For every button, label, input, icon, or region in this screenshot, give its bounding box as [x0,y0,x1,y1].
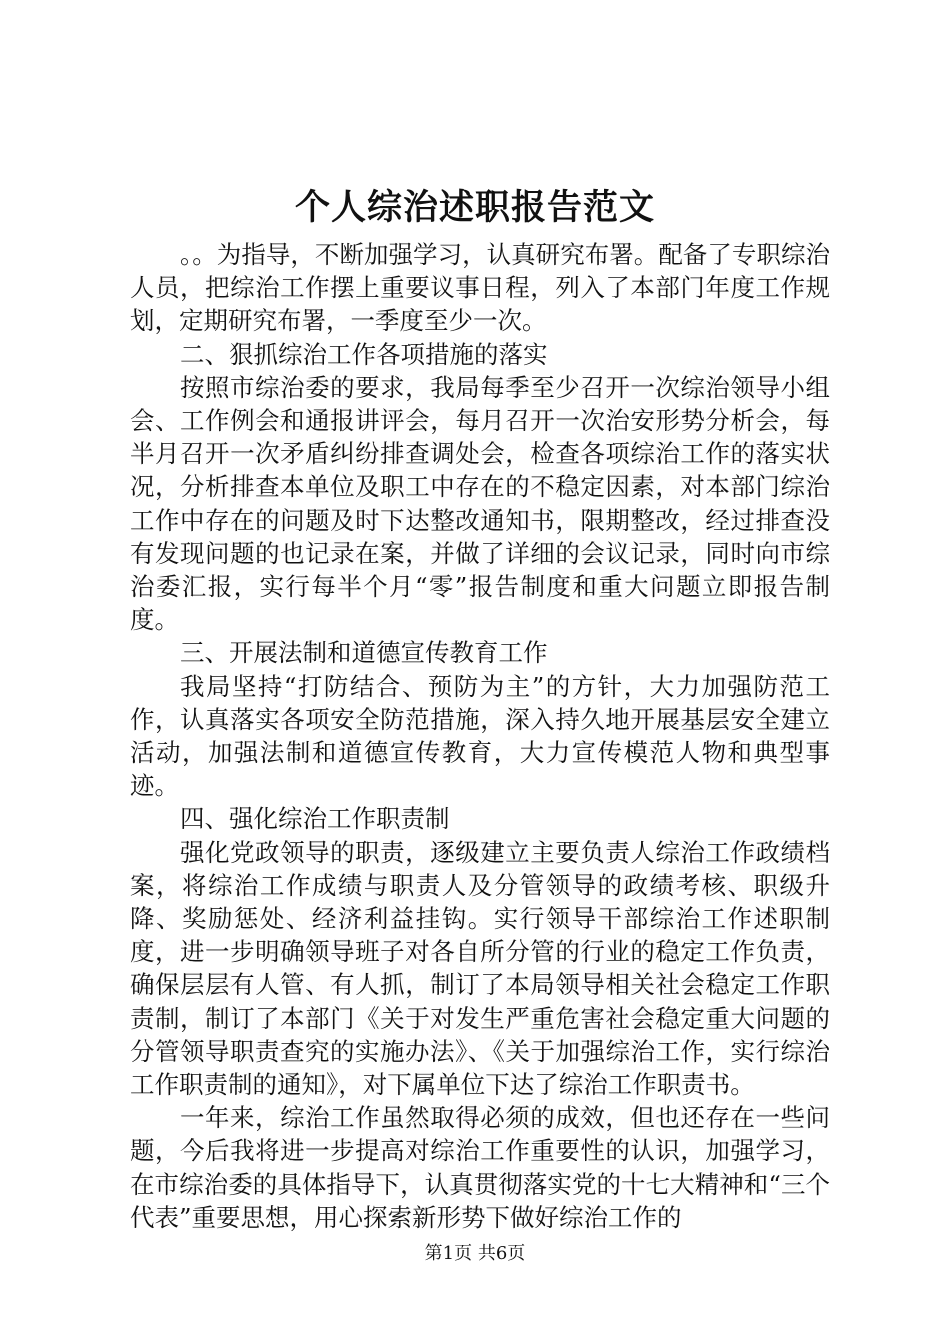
paragraph-section-4: 强化党政领导的职责，逐级建立主要负责人综治工作政绩档案，将综治工作成绩与职责人及分管领导的政绩考核、职级升降、奖励惩处、经济利益挂钩。实行领导干部综治工作述职制度，进一步明确领导班子对各自所分管的行业的稳定工作负责，确保层层有人管、有人抓，制订了本局领导相关社会稳定工作职责制，制订了本部门《关于对发生严重危害社会稳定重大问题的分管领导职责查究的实施办法》、《关于加强综治工作，实行综治工作职责制的通知》，对下属单位下达了综治工作职责书。 [130,837,830,1100]
paragraph-summary: 一年来，综治工作虽然取得必须的成效，但也还存在一些问题，今后我将进一步提高对综治工作重要性的认识，加强学习，在市综治委的具体指导下，认真贯彻落实党的十七大精神和“三个代表”重要思想，用心探索新形势下做好综治工作的 [130,1103,830,1232]
section-heading-2: 二、狠抓综治工作各项措施的落实 [180,339,548,369]
document-title: 个人综治述职报告范文 [294,187,655,228]
section-heading-3: 三、开展法制和道德宣传教育工作 [180,638,548,668]
section-heading-4: 四、强化综治工作职责制 [180,804,450,834]
page-number-footer: 第1页 共6页 [424,1243,526,1264]
paragraph-section-3: 我局坚持“打防结合、预防为主”的方针，大力加强防范工作，认真落实各项安全防范措施，深入持久地开展基层安全建立活动，加强法制和道德宣传教育，大力宣传模范人物和典型事迹。 [130,671,830,801]
document-body [130,238,830,1234]
paragraph-intro: 。。为指导，不断加强学习，认真研究布署。配备了专职综治人员，把综治工作摆上重要议事日程，列入了本部门年度工作规划，定期研究布署，一季度至少一次。 [130,240,830,336]
paragraph-section-2: 按照市综治委的要求，我局每季至少召开一次综治领导小组会、工作例会和通报讲评会，每月召开一次治安形势分析会，每半月召开一次矛盾纠纷排查调处会，检查各项综治工作的落实状况，分析排查本单位及职工中存在的不稳定因素，对本部门综治工作中存在的问题及时下达整改通知书，限期整改，经过排查没有发现问题的也记录在案，并做了详细的会议记录，同时向市综治委汇报，实行每半个月“零”报告制度和重大问题立即报告制度。 [130,372,830,635]
